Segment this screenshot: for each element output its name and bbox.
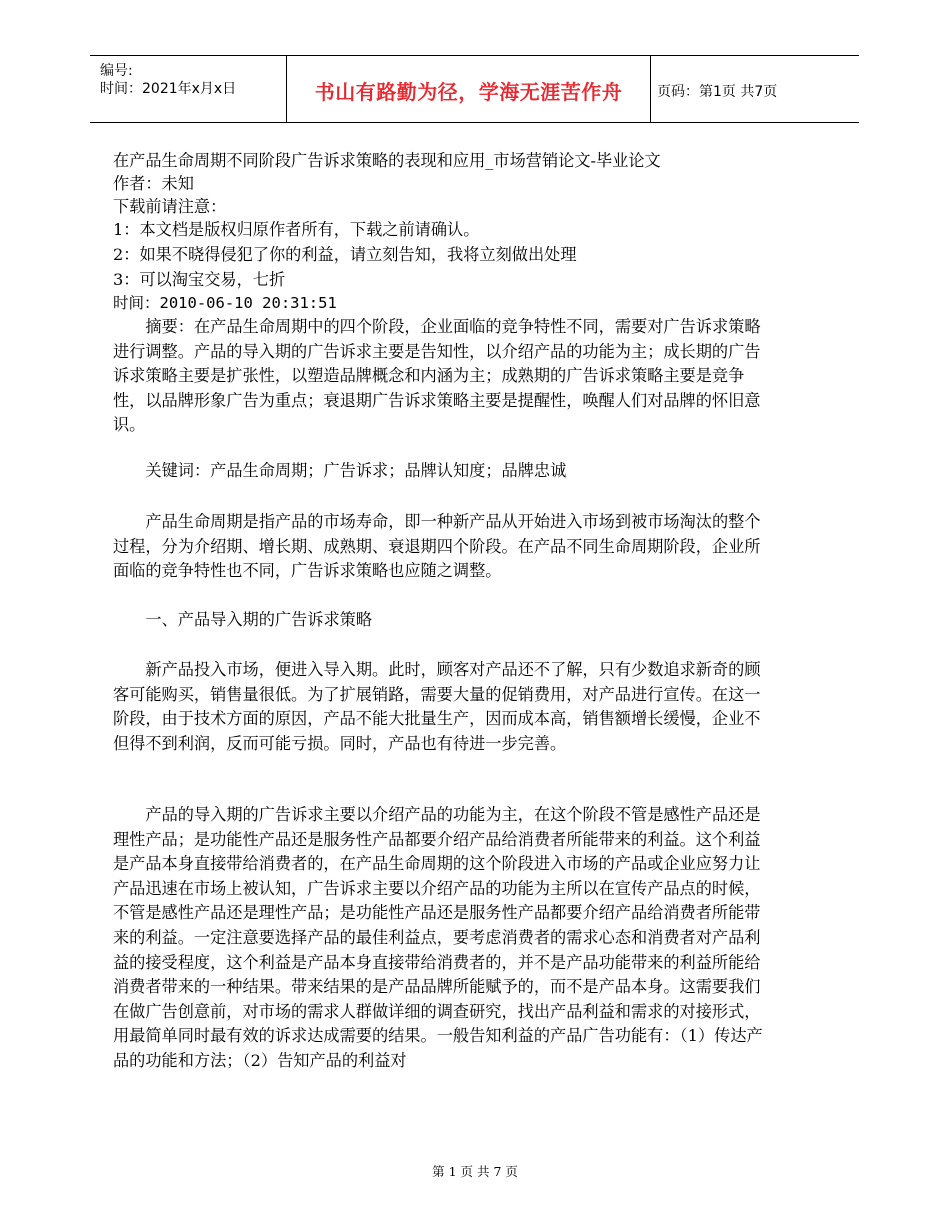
abstract-text: 摘要：在产品生命周期中的四个阶段，企业面临的竞争特性不同，需要对广告诉求策略进行调整。产品的导入期的广告诉求主要是告知性，以介绍产品的功能为主；成长期的广告诉求策略主要是扩张性，以塑造品牌概念和内涵为主；成熟期的广告诉求策略主要是竞争性，以品牌形象广告为重点；衰退期广告诉求策略主要是提醒性，唤醒人们对品牌的怀旧意识。	[113, 317, 761, 435]
header-motto-cell	[286, 56, 651, 122]
body-paragraph	[113, 803, 768, 1074]
section-1-paragraph-1: 新产品投入市场，便进入导入期。此时，顾客对产品还不了解，只有少数追求新奇的顾客可能购买，销售量很低。为了扩展销路，需要大量的促销费用，对产品进行宣传。在这一阶段，由于技术方面的原因，产品不能大批量生产，因而成本高，销售额增长缓慢，企业不但得不到利润，反而可能亏损。同时，产品也有待进一步完善。	[113, 660, 761, 753]
page-footer: 第 1 页 共 7 页	[432, 1164, 518, 1179]
abstract-paragraph	[113, 315, 768, 438]
document-title: 在产品生命周期不同阶段广告诉求策略的表现和应用_市场营销论文-毕业论文	[113, 151, 661, 170]
page-header	[90, 55, 859, 123]
notice-item: 3：可以淘宝交易，七折	[113, 270, 286, 289]
intro-text: 产品生命周期是指产品的市场寿命，即一种新产品从开始进入市场到被市场淘汰的整个过程，分为介绍期、增长期、成熟期、衰退期四个阶段。在产品不同生命周期阶段，企业所面临的竞争特性也不同，广告诉求策略也应随之调整。	[113, 512, 761, 581]
intro-paragraph	[113, 510, 768, 584]
document-number-label: 编号:	[100, 63, 133, 79]
document-time-label: 时间：2021年x月x日	[100, 81, 237, 97]
section-heading	[113, 608, 768, 633]
document-timestamp: 时间：2010-06-10 20:31:51	[113, 294, 337, 312]
body-paragraph	[113, 658, 768, 756]
header-meta	[90, 56, 286, 122]
header-page-cell	[649, 56, 859, 122]
section-1-paragraph-2: 产品的导入期的广告诉求主要以介绍产品的功能为主，在这个阶段不管是感性产品还是理性产品；是功能性产品还是服务性产品都要介绍产品给消费者所能带来的利益。这个利益是产品本身直接带给消费者的，在产品生命周期的这个阶段进入市场的产品或企业应努力让产品迅速在市场上被认知，广告诉求主要以介绍产品的功能为主所以在宣传产品点的时候，不管是感性产品还是理性产品；是功能性产品还是服务性产品都要介绍产品给消费者所能带来的利益。一定注意要选择产品的最佳利益点，要考虑消费者的需求心态和消费者对产品利益的接受程度，这个利益是产品本身直接带给消费者的，并不是产品功能带来的利益所能给消费者带来的一种结果。带来结果的是产品品牌所能赋予的，而不是产品本身。这需要我们在做广告创意前，对市场的需求人群做详细的调查研究，找出产品利益和需求的对接形式，用最简单同时最有效的诉求达成需要的结果。一般告知利益的产品广告功能有：（1）传达产品的功能和方法；（2）告知产品的利益对	[113, 805, 763, 1070]
header-motto: 书山有路勤为径，学海无涯苦作舟	[314, 80, 623, 104]
section-1-heading: 一、产品导入期的广告诉求策略	[145, 610, 373, 629]
document-author: 作者：未知	[113, 174, 194, 193]
header-page-info: 页码：第1页 共7页	[657, 84, 778, 100]
notice-item: 1：本文档是版权归原作者所有，下载之前请确认。	[113, 220, 480, 239]
keywords-text: 关键词：产品生命周期；广告诉求；品牌认知度；品牌忠诚	[145, 461, 567, 480]
notice-item: 2：如果不晓得侵犯了你的利益，请立刻告知，我将立刻做出处理	[113, 245, 577, 264]
notice-heading: 下载前请注意：	[113, 197, 227, 216]
keywords-paragraph	[113, 459, 768, 484]
